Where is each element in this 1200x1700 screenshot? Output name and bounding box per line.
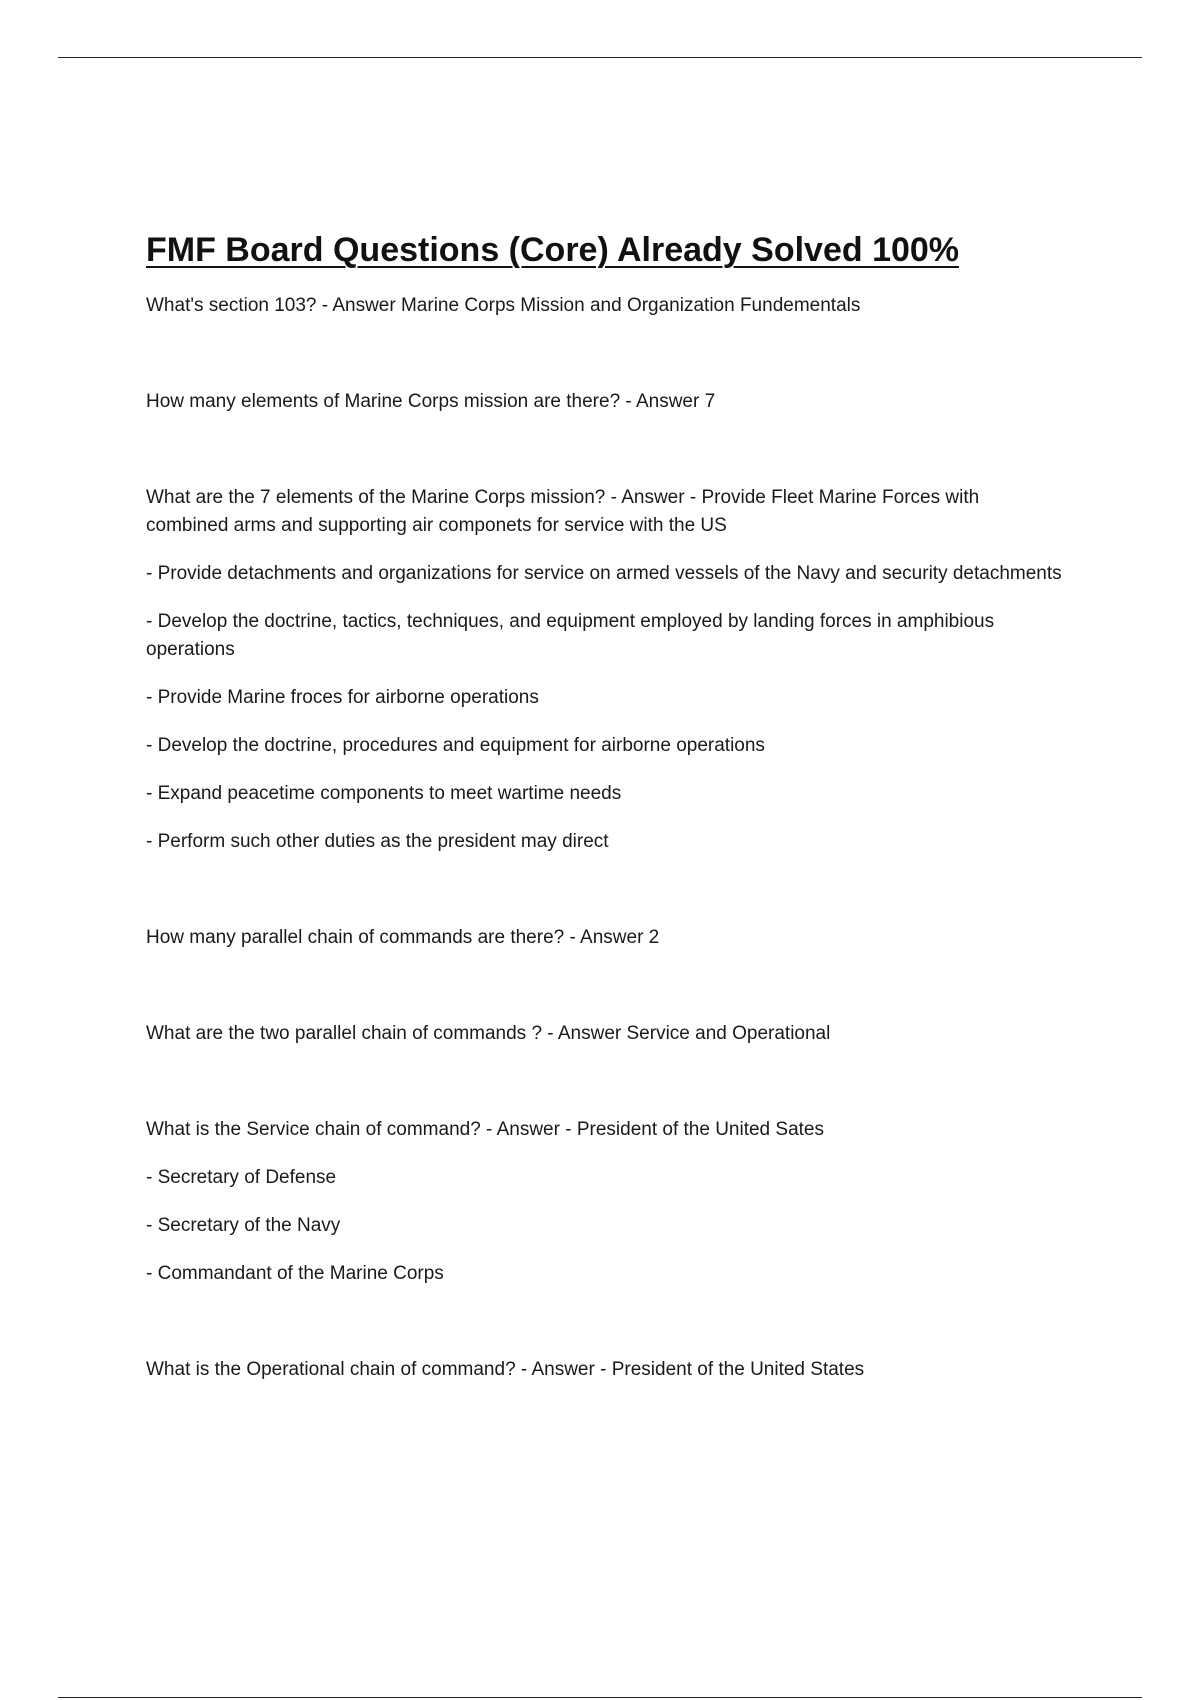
qa-operational-chain: What is the Operational chain of command? - Answer - President of the United States (146, 1359, 865, 1380)
document-title: FMF Board Questions (Core) Already Solved 100% (146, 231, 960, 269)
bottom-rule (58, 1697, 1142, 1698)
mission-element-item: - Develop the doctrine, tactics, techniques, and equipment employed by landing forces in amphibious operations (146, 611, 995, 660)
mission-element-item: - Perform such other duties as the president may direct (146, 831, 609, 852)
top-rule (58, 57, 1142, 58)
mission-element-item: - Provide Marine froces for airborne operations (146, 687, 539, 708)
service-chain-item: - Secretary of Defense (146, 1167, 337, 1188)
mission-element-item: - Develop the doctrine, procedures and equipment for airborne operations (146, 735, 765, 756)
document-body (146, 228, 1066, 1384)
qa-section-103: What's section 103? - Answer Marine Corps Mission and Organization Fundementals (146, 295, 861, 316)
service-chain-item: - Commandant of the Marine Corps (146, 1263, 444, 1284)
qa-mission-elements: What are the 7 elements of the Marine Corps mission? - Answer - Provide Fleet Marine Forces with combined arms and supporting air componets for service with the US (146, 487, 980, 536)
qa-mission-element-count: How many elements of Marine Corps mission are there? - Answer 7 (146, 391, 716, 412)
mission-element-item: - Provide detachments and organizations for service on armed vessels of the Navy and security detachments (146, 563, 1062, 584)
qa-parallel-chains: What are the two parallel chain of commands ? - Answer Service and Operational (146, 1023, 831, 1044)
qa-parallel-chain-count: How many parallel chain of commands are there? - Answer 2 (146, 927, 660, 948)
service-chain-item: - Secretary of the Navy (146, 1215, 341, 1236)
mission-element-item: - Expand peacetime components to meet wartime needs (146, 783, 622, 804)
qa-service-chain: What is the Service chain of command? - Answer - President of the United Sates (146, 1119, 824, 1140)
